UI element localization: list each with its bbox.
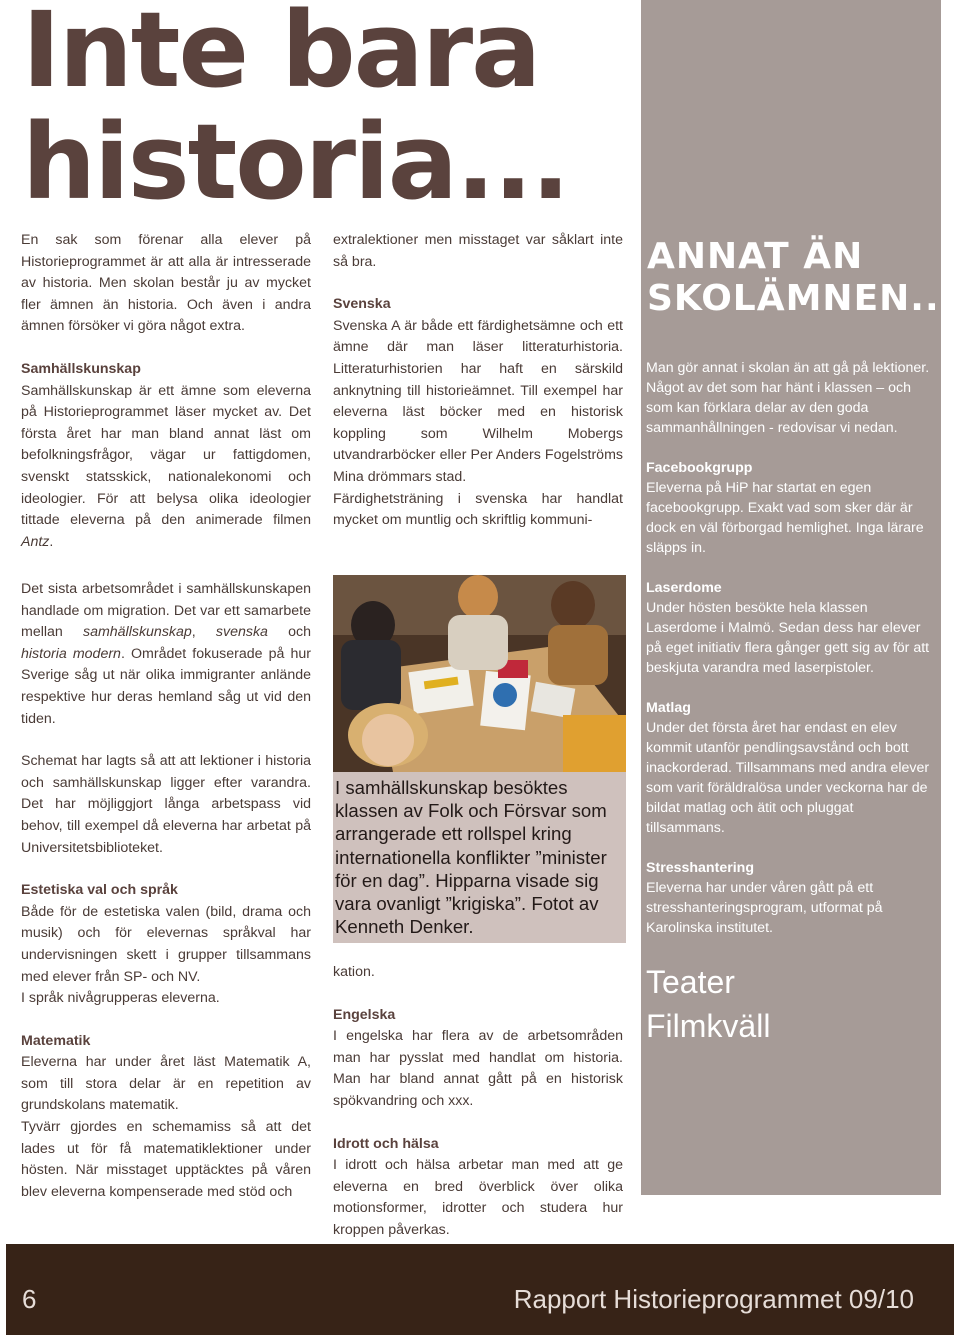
- sidebar-filmkvall: Filmkväll: [646, 1008, 771, 1044]
- heading-svenska: Svenska: [333, 296, 391, 313]
- classroom-photo: [333, 575, 626, 772]
- sidebar-text-facebook: Eleverna på HiP har startat en egen facebookgrupp. Exakt vad som sker där är dock en väl förborgad hemlighet. Inga lärare släpps in.: [646, 480, 924, 556]
- samhallskunskap-paragraph-2: [21, 579, 311, 730]
- subject-svenska: svenska: [215, 624, 268, 641]
- heading-engelska: Engelska: [333, 1006, 396, 1023]
- sidebar-text-matlag: Under det första året har endast en elev kommit utanför pendlingsavstånd och bott inackorderad. Tillsammans med andra elever som varit föräldralösa under veckorna har de bildat matlag och ätit och pluggat tillsammans.: [646, 720, 930, 836]
- sidebar-title-line-2: SKOLÄMNEN..: [647, 278, 940, 319]
- photo-caption: I samhällskunskap besöktes klassen av Folk och Försvar som arrangerade ett rollspel kring internationella konflikter ”minister för en dag”. Hipparna visade sig vara ovanligt ”krigiska”. Fotot av Kenneth Denker.: [333, 772, 626, 943]
- idrott-paragraph: I idrott och hälsa arbetar man med att ge eleverna en bred överblick över olika motionsformer, idrotter och studera hur kroppen påverkas.: [333, 1157, 623, 1238]
- sidebar-extra-activities: [646, 960, 936, 1048]
- column-1-bottom: [21, 579, 311, 1203]
- sidebar-text-laserdome: Under hösten besökte hela klassen Laserdome i Malmö. Sedan dess har elever på eget initiativ flera gånger gett sig av för att beskjuta varandra med laserpistoler.: [646, 600, 930, 676]
- sidebar-box: [641, 0, 941, 1195]
- estetiska-paragraph-2: I språk nivågrupperas eleverna.: [21, 990, 220, 1007]
- samhall-p2-a: Det sista arbetsområdet i samhällskunskapen handlade om migration. Det var ett samarbete mellan: [21, 581, 311, 641]
- heading-matematik: Matematik: [21, 1032, 91, 1049]
- sidebar-heading-facebook: Facebookgrupp: [646, 460, 753, 476]
- column-1-top: [21, 230, 311, 553]
- heading-estetiska: Estetiska val och språk: [21, 882, 178, 899]
- film-title: Antz: [21, 533, 50, 550]
- intro-paragraph: En sak som förenar alla elever på Historieprogrammet är att alla är intresserade av historia. Men skolan består ju av mycket fler ämnen än historia. Och även i andra ämnen försöker vi göra något extra.: [21, 232, 311, 335]
- kation-continuation: kation.: [333, 964, 375, 980]
- samhall-p1-text: Samhällskunskap är ett ämne som eleverna på Historieprogrammet läser mycket av. Det första året har man bland annat läst om befolkningsfrågor, vägar ur fattigdomen, svenskt statsskick, nationalekonomi och ideologier. För att belysa olika ideologier tittade eleverna på den animerade filmen: [21, 382, 311, 529]
- samhall-p2-d: . Området fokuserade på hur Sverige såg ut när olika immigranter anlände respektive hur deras hemland såg ut vid den tiden.: [21, 645, 311, 727]
- page-headline: [22, 0, 642, 223]
- headline-line-1: Inte bara: [22, 0, 540, 111]
- engelska-paragraph: I engelska har flera av de arbetsområden man har pysslat med handlat om historia. Man har bland annat gått på en historisk spökvandring och xxx.: [333, 1028, 623, 1109]
- sidebar-heading-stress: Stresshantering: [646, 860, 755, 876]
- sidebar-body: [646, 358, 932, 938]
- samhallskunskap-paragraph-3: Schemat har lagts så att att lektioner i historia och samhällskunskap ligger efter varandra. Det har möjliggjort långa arbetspass vid behov, till exempel då eleverna har arbetat på Universitetsbiblioteket.: [21, 753, 311, 856]
- sidebar-intro: Man gör annat i skolan än att gå på lektioner. Något av det som har hänt i klassen – och som kan förklara delar av den goda sammanhållningen - redovisar vi nedan.: [646, 360, 930, 436]
- svenska-paragraph-2: Färdighetsträning i svenska har handlat mycket om muntlig och skriftlig kommuni-: [333, 490, 623, 529]
- subject-historia-modern: historia modern: [21, 645, 121, 662]
- sidebar-title: [647, 236, 941, 320]
- samhall-p2-c: och: [267, 624, 311, 641]
- matematik-paragraph-2: Tyvärr gjordes en schemamiss så att det lades ut för få matematiklektioner under hösten. När misstaget upptäcktes på våren blev eleverna kompenserade med stöd och: [21, 1119, 311, 1200]
- publication-title: Rapport Historieprogrammet 09/10: [513, 1284, 914, 1314]
- page-number: 6: [22, 1284, 37, 1314]
- matematik-paragraph-1: Eleverna har under året läst Matematik A, som till stora delar är en repetition av grundskolans matematik.: [21, 1054, 311, 1114]
- svenska-paragraph-1: Svenska A är både ett färdighetsämne och ett ämne där man läser litteraturhistoria. Litteraturhistorien har haft en särskild anknytning till historieämnet. Till exempel har eleverna läst böcker med en historisk koppling som Wilhelm Mobergs utvandrarböcker eller Per Anders Fogelströms Mina drömmars stad.: [333, 317, 623, 485]
- continuation-paragraph: extralektioner men misstaget var såklart inte så bra.: [333, 232, 623, 270]
- page-footer: [6, 1244, 954, 1335]
- heading-idrott: Idrott och hälsa: [333, 1135, 439, 1152]
- column-2-top: [333, 230, 623, 532]
- headline-line-2: historia...: [22, 101, 569, 223]
- samhall-p1-end: .: [49, 533, 54, 550]
- subject-samhallskunskap: samhällskunskap: [82, 624, 192, 641]
- sidebar-title-line-1: ANNAT ÄN: [647, 236, 864, 277]
- sidebar-heading-matlag: Matlag: [646, 700, 691, 716]
- heading-samhallskunskap: Samhällskunskap: [21, 360, 141, 377]
- estetiska-paragraph-1: Både för de estetiska valen (bild, drama och musik) och för elevernas språkval har undervisningen skett i grupper tillsammans med elever från SP- och NV.: [21, 903, 311, 985]
- samhallskunskap-paragraph-1: [21, 381, 311, 554]
- sidebar-text-stress: Eleverna har under våren gått på ett stresshanteringsprogram, utformat på Karolinska institutet.: [646, 880, 883, 936]
- sidebar-teater: Teater: [646, 964, 735, 1000]
- sidebar-heading-laserdome: Laserdome: [646, 580, 722, 596]
- samhall-p2-b: ,: [191, 624, 216, 641]
- photo-illustration: [333, 575, 626, 772]
- column-2-bottom: [333, 962, 623, 1242]
